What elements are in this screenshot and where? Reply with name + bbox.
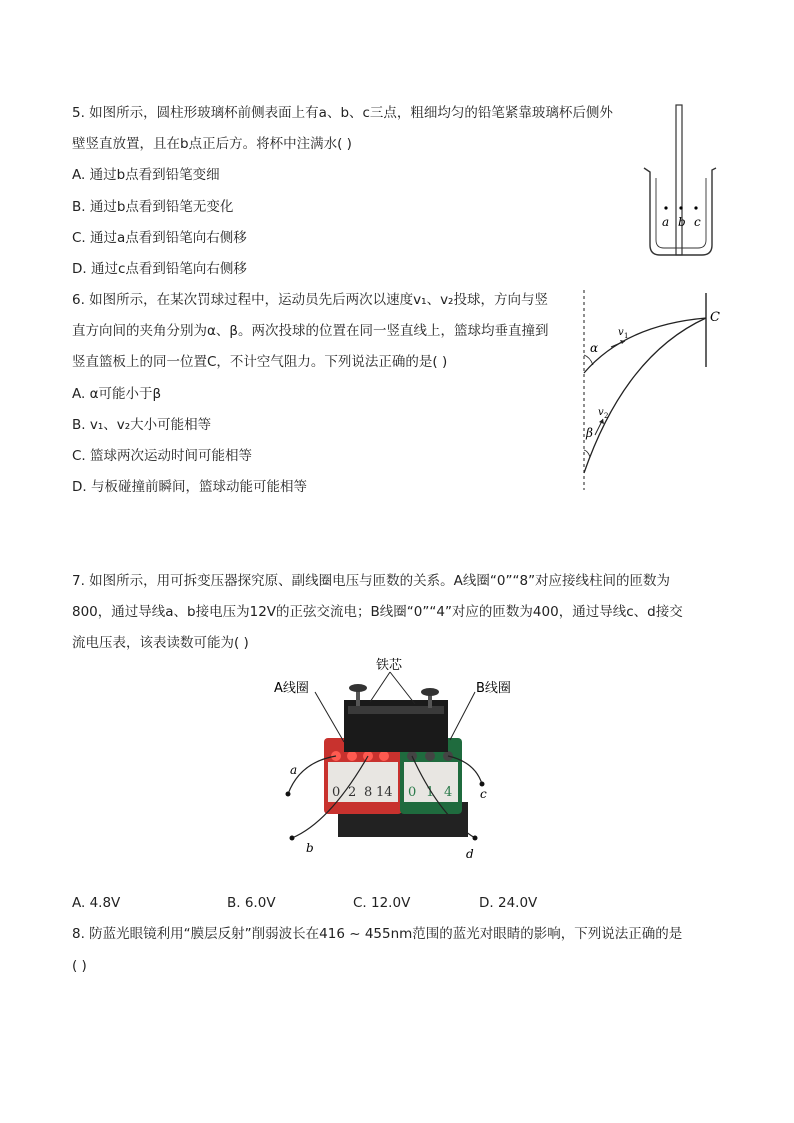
wire-d-end (473, 836, 478, 841)
q7-option-a: A. 4.8V (72, 895, 121, 911)
wire-a-end (286, 792, 291, 797)
pointer-core-left (370, 672, 390, 702)
v2-label: v (598, 407, 604, 418)
screw-left-knob (349, 684, 367, 692)
q7-option-c: C. 12.0V (353, 895, 411, 911)
q5-option-c: C. 通过a点看到铅笔向右侧移 (72, 230, 247, 246)
wire-label-c: c (480, 787, 487, 801)
screw-left-stem (356, 690, 360, 706)
q6-option-d: D. 与板碰撞前瞬间，篮球动能可能相等 (72, 479, 307, 495)
coil-a-terminal-14 (379, 751, 389, 761)
q6-option-a: A. α可能小于β (72, 386, 162, 402)
alpha-label: α (590, 341, 599, 355)
coil-a-label-0: 0 (332, 785, 341, 800)
q8-stem-line1: 8. 防蓝光眼镜利用“膜层反射”削弱波长在416 ~ 455nm范围的蓝光对眼睛的影响，下列说法正确的是 (72, 926, 683, 942)
alpha-arc (584, 355, 593, 365)
coil-b-label-4: 4 (444, 785, 453, 800)
pointer-coil-b (450, 692, 475, 740)
point-c (694, 206, 697, 209)
coil-a-label: A线圈 (274, 681, 309, 696)
label-a: a (662, 215, 670, 229)
q5-option-b: B. 通过b点看到铅笔无变化 (72, 199, 234, 215)
pointer-coil-a (315, 692, 344, 742)
label-b: b (678, 215, 686, 229)
beaker-outline (644, 168, 716, 255)
pointer-core-right (390, 672, 415, 704)
v1-subscript: 1 (624, 332, 629, 340)
basketball-trajectory-figure (575, 285, 725, 495)
q6-option-b: B. v₁、v₂大小可能相等 (72, 417, 212, 433)
coil-b-terminal-1 (425, 751, 435, 761)
wire-label-d: d (466, 847, 474, 861)
q5-option-a: A. 通过b点看到铅笔变细 (72, 167, 220, 183)
trajectory-v1 (584, 318, 706, 373)
glass-beaker-figure (636, 100, 726, 260)
q7-option-b: B. 6.0V (227, 895, 276, 911)
q5-stem-line2: 壁竖直放置，且在b点正后方。将杯中注满水( ) (72, 136, 352, 152)
transformer-photo-figure (270, 652, 530, 867)
wire-b-end (290, 836, 295, 841)
coil-a-label-8: 8 (364, 785, 373, 800)
coil-b-label: B线圈 (476, 681, 511, 696)
coil-b-label-0: 0 (408, 785, 417, 800)
core-label: 铁芯 (376, 658, 403, 673)
beta-label: β (586, 426, 593, 440)
coil-a-terminal-2 (347, 751, 357, 761)
wire-c-end (480, 782, 485, 787)
point-b (679, 206, 682, 209)
q6-stem-line1: 6. 如图所示，在某次罚球过程中，运动员先后两次以速度v₁、v₂投球，方向与竖 (72, 292, 548, 308)
wire-label-b: b (306, 841, 314, 855)
screw-right-stem (428, 694, 432, 708)
q6-option-c: C. 篮球两次运动时间可能相等 (72, 448, 253, 464)
v2-subscript: 2 (604, 412, 609, 420)
q7-stem-line2: 800，通过导线a、b接电压为12V的正弦交流电；B线圈“0”“4”对应的匝数为400，通过导线c、d接交 (72, 604, 683, 620)
q7-stem-line3: 流电压表，该表读数可能为( ) (72, 635, 249, 651)
coil-b-label-1: 1 (426, 785, 435, 800)
q6-stem-line3: 竖直篮板上的同一位置C，不计空气阻力。下列说法正确的是( ) (72, 354, 448, 370)
q7-option-d: D. 24.0V (479, 895, 538, 911)
coil-a-label-14: 14 (376, 785, 393, 800)
beta-arc (584, 450, 590, 457)
q8-stem-line2: ( ) (72, 958, 87, 974)
label-c: c (694, 215, 701, 229)
beaker-inner (656, 178, 706, 248)
wire-label-a: a (290, 763, 298, 777)
screw-right-knob (421, 688, 439, 696)
q7-stem-line1: 7. 如图所示，用可拆变压器探究原、副线圈电压与匝数的关系。A线圈“0”“8”对应接线柱间的匝数为 (72, 573, 671, 589)
q5-option-d: D. 通过c点看到铅笔向右侧移 (72, 261, 247, 277)
v1-label: v (618, 327, 624, 338)
point-a (664, 206, 667, 209)
c-label: C (710, 310, 720, 325)
q6-stem-line2: 直方向间的夹角分别为α、β。两次投球的位置在同一竖直线上，篮球均垂直撞到 (72, 323, 549, 339)
q5-stem-line1: 5. 如图所示，圆柱形玻璃杯前侧表面上有a、b、c三点，粗细均匀的铅笔紧靠玻璃杯后侧外 (72, 105, 613, 121)
pencil (676, 105, 682, 255)
coil-a-label-2: 2 (348, 785, 357, 800)
trajectory-v2 (584, 318, 706, 473)
